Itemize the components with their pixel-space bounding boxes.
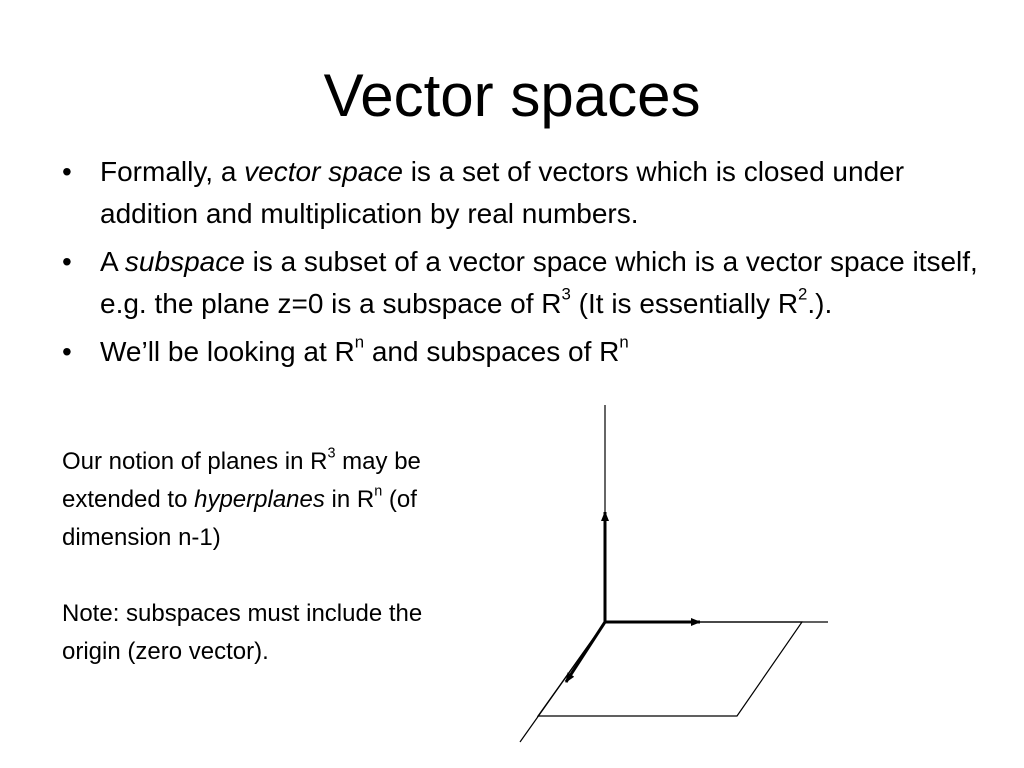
bullet-text: We’ll be looking at R [100, 336, 355, 367]
bullet-text: A [100, 246, 125, 277]
note-text: (of dimension n-1) [62, 486, 417, 551]
basis-vector-diagonal [566, 622, 605, 682]
term-hyperplanes: hyperplanes [194, 486, 325, 513]
superscript: n [619, 332, 629, 352]
slide-title: Vector spaces [323, 62, 701, 129]
bullet-text: and subspaces of R [364, 336, 620, 367]
superscript: n [354, 332, 365, 352]
spacer [62, 557, 442, 595]
plane-z0 [538, 622, 802, 716]
bullet-text: is a subset of a vector space which is a vector space itself, e.g. the plane z=0 is a subspace of R [100, 246, 978, 319]
note-text: in R [324, 486, 375, 513]
superscript: 3 [561, 284, 571, 304]
bullet-text: (It is essentially R [570, 288, 799, 319]
bullet-text: Formally, a [100, 156, 245, 187]
bullet-text: .). [807, 288, 833, 319]
note-text: Our notion of planes in R [62, 448, 328, 475]
superscript: 3 [327, 445, 336, 462]
y-axis-line [520, 622, 605, 742]
bullet-list [62, 151, 982, 379]
bullet-text: is a set of vectors which is closed under addition and multiplication by real numbers. [100, 156, 905, 229]
bullet-rn [62, 331, 982, 373]
term-subspace: subspace [124, 246, 245, 277]
note-origin: Note: subspaces must include the origin (zero vector). [62, 600, 423, 665]
bullet-subspace [62, 241, 982, 325]
term-vector-space: vector space [244, 156, 403, 187]
note-text: may be extended to [62, 448, 421, 513]
superscript: 2 [798, 284, 808, 304]
superscript: n [374, 483, 383, 500]
side-note [62, 443, 442, 671]
note-hyperplanes [62, 443, 442, 557]
bullet-vector-space [62, 151, 982, 235]
